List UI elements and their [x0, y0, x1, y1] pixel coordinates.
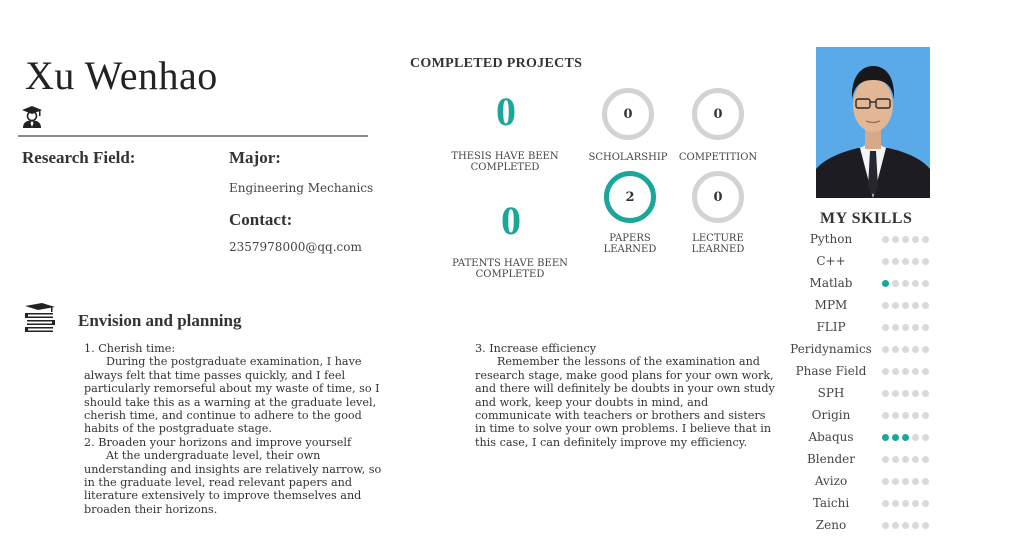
profile-name: Xu Wenhao [25, 53, 218, 98]
skill-dot-empty [912, 302, 919, 309]
skill-name: Matlab [809, 276, 853, 290]
skill-dot-empty [882, 478, 889, 485]
skill-name: Phase Field [795, 364, 867, 378]
skill-level-dots [882, 434, 929, 441]
skill-dot-empty [892, 368, 899, 375]
scholarship-ring: 0 [602, 88, 654, 140]
skill-dot-empty [922, 412, 929, 419]
skill-dot-empty [892, 456, 899, 463]
skill-dot-empty [922, 478, 929, 485]
skill-name: SPH [817, 386, 845, 400]
skill-name: Taichi [812, 496, 850, 510]
skill-dot-empty [922, 280, 929, 287]
skill-name: Peridynamics [790, 342, 872, 356]
skill-dot-empty [892, 500, 899, 507]
skill-dot-empty [892, 412, 899, 419]
research-field-label: Research Field: [22, 148, 136, 167]
skill-dot-filled [902, 434, 909, 441]
envision-item-heading: 1. Cherish time: [84, 342, 176, 355]
portrait-image [816, 47, 930, 198]
skill-dot-empty [912, 280, 919, 287]
skills-title: MY SKILLS [820, 210, 913, 227]
skill-level-dots [882, 236, 929, 243]
skill-dot-empty [882, 500, 889, 507]
major-value: Engineering Mechanics [229, 181, 374, 195]
patents-count: 0 [501, 198, 521, 243]
skill-name: MPM [814, 298, 848, 312]
skill-level-dots [882, 346, 929, 353]
skill-row [790, 228, 960, 250]
skill-row [790, 404, 960, 426]
skill-dot-empty [902, 324, 909, 331]
skill-dot-empty [902, 346, 909, 353]
skill-row [790, 338, 960, 360]
skill-dot-empty [912, 236, 919, 243]
skill-level-dots [882, 324, 929, 331]
skill-dot-empty [892, 302, 899, 309]
profile-photo [816, 47, 930, 198]
envision-item-body: Remember the lessons of the examination and research stage, make good plans for your own work, and there will definitely be doubts in your own study and work, keep your doubts in mind, and communicate with teachers or brothers and sisters in time to solve your own problems. I believe that in this case, I can definitely improve my efficiency. [475, 355, 775, 449]
skill-dot-filled [892, 434, 899, 441]
skill-dot-empty [902, 390, 909, 397]
skill-dot-filled [882, 280, 889, 287]
skill-dot-empty [882, 258, 889, 265]
skill-dot-empty [892, 346, 899, 353]
skill-dot-empty [902, 302, 909, 309]
skill-dot-empty [912, 258, 919, 265]
skill-dot-empty [882, 346, 889, 353]
skill-level-dots [882, 258, 929, 265]
skill-name: Origin [811, 408, 851, 422]
skill-name: Abaqus [808, 430, 854, 444]
competition-ring: 0 [692, 88, 744, 140]
skill-level-dots [882, 456, 929, 463]
skill-dot-empty [882, 522, 889, 529]
skill-dot-empty [912, 324, 919, 331]
skill-dot-empty [892, 236, 899, 243]
skill-name: Avizo [814, 474, 848, 488]
skill-dot-empty [912, 412, 919, 419]
envision-title: Envision and planning [78, 311, 242, 330]
skill-name: C++ [816, 254, 846, 268]
skill-dot-empty [922, 258, 929, 265]
skill-row [790, 382, 960, 404]
envision-item-heading: 3. Increase efficiency [475, 342, 597, 355]
skill-dot-empty [902, 456, 909, 463]
skill-row [790, 426, 960, 448]
skill-dot-empty [902, 500, 909, 507]
envision-item-3 [475, 342, 775, 449]
skill-dot-empty [882, 456, 889, 463]
skill-dot-empty [902, 236, 909, 243]
skill-row [790, 448, 960, 470]
skill-dot-empty [922, 522, 929, 529]
skill-dot-empty [912, 456, 919, 463]
skill-dot-empty [902, 522, 909, 529]
skill-dot-empty [882, 368, 889, 375]
contact-value: 2357978000@qq.com [229, 240, 362, 254]
skill-dot-empty [922, 324, 929, 331]
skill-dot-empty [882, 412, 889, 419]
skill-dot-empty [892, 258, 899, 265]
skill-dot-empty [912, 478, 919, 485]
skill-row [790, 514, 960, 536]
skill-dot-empty [922, 368, 929, 375]
skill-dot-empty [912, 500, 919, 507]
skill-dot-empty [882, 236, 889, 243]
envision-item-1 [84, 342, 384, 516]
skill-name: Blender [806, 452, 855, 466]
envision-item-body: During the postgraduate examination, I have always felt that time passes quickly, and I feel particularly remorseful about my waste of time, so I should take this as a warning at the graduate level, cherish time, and continue to adhere to the good habits of the postgraduate stage. [84, 355, 380, 436]
papers-ring: 2 [604, 171, 656, 223]
completed-projects-title: COMPLETED PROJECTS [410, 56, 583, 71]
major-label: Major: [229, 148, 281, 167]
skill-dot-empty [912, 390, 919, 397]
skill-dot-empty [922, 456, 929, 463]
skill-name: FLIP [816, 320, 846, 334]
skill-dot-empty [912, 522, 919, 529]
skill-dot-empty [922, 390, 929, 397]
skill-dot-empty [922, 500, 929, 507]
skill-row [790, 492, 960, 514]
scholarship-label: SCHOLARSHIP [588, 152, 668, 163]
envision-item-body: At the undergraduate level, their own understanding and insights are relatively narrow, so in the graduate level, read relevant papers and literature extensively to improve themselves and broaden their horizons. [84, 449, 382, 516]
skill-row [790, 272, 960, 294]
contact-label: Contact: [229, 210, 293, 229]
skill-dot-empty [912, 368, 919, 375]
skill-level-dots [882, 280, 929, 287]
skill-dot-empty [902, 368, 909, 375]
skill-level-dots [882, 478, 929, 485]
skill-row [790, 316, 960, 338]
skill-name: Zeno [815, 518, 847, 532]
skill-level-dots [882, 302, 929, 309]
skill-dot-empty [922, 302, 929, 309]
thesis-count: 0 [496, 89, 516, 134]
skill-level-dots [882, 500, 929, 507]
skill-row [790, 250, 960, 272]
thesis-label: THESIS HAVE BEEN COMPLETED [451, 151, 559, 173]
lecture-ring: 0 [692, 171, 744, 223]
divider-line [18, 135, 368, 137]
skill-dot-empty [922, 346, 929, 353]
skill-dot-empty [882, 302, 889, 309]
skill-row [790, 470, 960, 492]
skill-dot-empty [892, 324, 899, 331]
skill-row [790, 294, 960, 316]
skill-dot-empty [922, 434, 929, 441]
skill-dot-empty [922, 236, 929, 243]
papers-label: PAPERS LEARNED [603, 233, 657, 255]
skill-dot-empty [902, 478, 909, 485]
skill-dot-empty [902, 258, 909, 265]
competition-label: COMPETITION [678, 152, 758, 163]
skill-dot-empty [882, 390, 889, 397]
skill-level-dots [882, 368, 929, 375]
skill-dot-empty [892, 522, 899, 529]
skill-name: Python [809, 232, 853, 246]
skill-level-dots [882, 522, 929, 529]
books-icon [22, 303, 58, 333]
skill-dot-empty [882, 324, 889, 331]
skill-dot-empty [892, 390, 899, 397]
envision-item-heading: 2. Broaden your horizons and improve yourself [84, 435, 352, 449]
skill-dot-filled [882, 434, 889, 441]
skill-row [790, 360, 960, 382]
skill-dot-empty [892, 280, 899, 287]
skill-dot-empty [902, 412, 909, 419]
skill-level-dots [882, 412, 929, 419]
skill-level-dots [882, 390, 929, 397]
patents-label: PATENTS HAVE BEEN COMPLETED [452, 258, 568, 280]
skill-dot-empty [892, 478, 899, 485]
skill-dot-empty [912, 346, 919, 353]
graduate-icon [21, 105, 43, 129]
skill-dot-empty [902, 280, 909, 287]
skill-dot-empty [912, 434, 919, 441]
lecture-label: LECTURE LEARNED [691, 233, 745, 255]
